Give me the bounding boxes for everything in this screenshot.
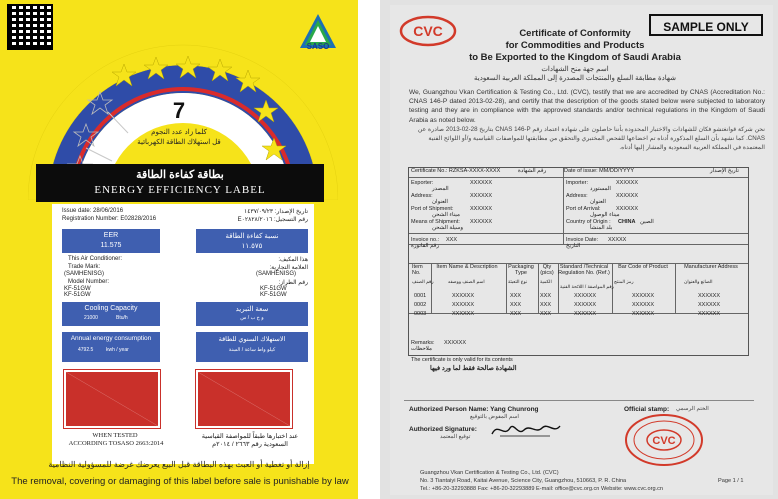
model-number-label-ar: رقم الطراز: — [278, 280, 308, 286]
validity-note: The certificate is only valid for its contents — [411, 357, 513, 363]
divider — [404, 400, 754, 401]
cooling-capacity-unit: Btu/h — [116, 315, 128, 321]
certificate-body-ar: نحن شركة قوانغتشو فكان للشهادات والاختبار المحدودة بأننا حاصلون على شهادة اعتماد رقم CNAS 146-P بتاريخ 28-02-2013 صادرة عن CNAS. كما نشهد بأن السلع المذكورة أدناه تم اخضاعها للفحص المختبري والتحقق من مطابقتها للمواصفات القياسية و/أو اللوائح الفنية المعتمدة في المملكة العربية السعودية والمشار إليها أدناه. — [417, 126, 765, 151]
cert-number-ar: رقم الشهادة — [518, 168, 547, 174]
brand-name: (SAMHENISG) — [64, 271, 105, 277]
table-cell: XXX — [510, 311, 522, 317]
sample-only-badge: SAMPLE ONLY — [649, 14, 763, 36]
port-arrival-value: XXXXXX — [616, 206, 639, 212]
invoice-value: XXX — [446, 237, 458, 243]
col-item-name-ar: اسم الصنف ووصفه — [448, 279, 485, 284]
table-cell: XXXXXX — [452, 311, 475, 317]
label-title-ar: بطاقة كفاءة الطاقة — [136, 169, 224, 181]
table-cell: XXXXXX — [698, 311, 721, 317]
address2-value: XXXXXX — [616, 193, 639, 199]
means-shipment-ar: وسيلة الشحن — [432, 225, 464, 231]
origin-label: Country of Origin : — [566, 219, 611, 225]
col-qty: Qty (pics) — [540, 264, 554, 276]
energy-consumption-unit: kwh / year — [106, 347, 129, 353]
address-label: Address: — [411, 193, 433, 199]
energy-consumption-unit-ar: كيلو واط ساعة / السنة — [228, 347, 276, 353]
cvc-logo-icon — [399, 15, 457, 47]
invoice-date-label: Invoice Date: — [566, 237, 599, 243]
table-cell: XXXXXX — [698, 293, 721, 299]
energy-consumption-box-ar — [196, 332, 308, 362]
origin-ar: بلد المنشأ — [590, 225, 613, 231]
certificate-title-ar-1: اسم جهة منح الشهادات — [541, 66, 609, 73]
tested-en-1: WHEN TESTED — [92, 432, 138, 439]
authorized-signature-label: Authorized Signature: — [409, 426, 477, 433]
brand-name-ar: (SAMHENISG) — [256, 271, 297, 277]
model-number-label: Model Number: — [68, 279, 110, 285]
importer-ar: المستورد — [590, 186, 611, 192]
port-shipment-ar: ميناء الشحن — [432, 212, 460, 218]
conditioner-label: This Air Conditioner: — [68, 256, 123, 262]
exporter-ar: المصدر — [432, 186, 449, 192]
col-barcode: Bar Code of Product — [618, 264, 668, 270]
table-cell: XXX — [540, 302, 552, 308]
col-qty-ar: الكمية — [540, 279, 552, 284]
invoice-label: Invoice no.: — [411, 237, 440, 243]
conditioner-label-ar: هذا المكيف: — [278, 257, 308, 263]
col-item-no: Item No. — [412, 264, 423, 276]
col-packaging: Packaging Type — [508, 264, 534, 276]
col-item-no-ar: رقم الصنف — [412, 279, 434, 284]
table-cell: XXX — [540, 311, 552, 317]
port-arrival-ar: ميناء الوصول — [590, 212, 620, 218]
col-standard: Standard /Technical Regulation No. (Ref.) — [558, 264, 610, 276]
table-cell: XXXXXX — [574, 302, 597, 308]
tested-en-2: ACCORDING TOSASO 2663:2014 — [68, 440, 164, 447]
table-cell: XXXXXX — [632, 302, 655, 308]
label-title-en: ENERGY EFFICIENCY LABEL — [94, 184, 266, 196]
cooling-capacity-label: Cooling Capacity — [84, 305, 138, 312]
registration-number-ar: رقم التسجيل: E٠٢٨٢٨/٢٠١٦ — [237, 217, 308, 223]
cooling-capacity-box-ar — [196, 302, 308, 326]
table-cell: XXXXXX — [452, 302, 475, 308]
energy-consumption-label: Annual energy consumption — [70, 335, 152, 342]
authorized-person-ar: اسم المفوض بالتوقيع — [470, 414, 519, 420]
model-2: KF-51GW — [64, 292, 91, 298]
invoice-date-value: XXXXX — [608, 237, 627, 243]
port-arrival-label: Port of Arrival: — [566, 206, 601, 212]
address-value: XXXXXX — [470, 193, 493, 199]
authorized-signature-ar: توقيع المعتمد — [440, 434, 471, 440]
table-cell: XXX — [510, 302, 522, 308]
remarks-label: Remarks: — [411, 340, 435, 346]
exporter-value: XXXXXX — [470, 180, 493, 186]
col-packaging-ar: نوع التعبئة — [508, 279, 528, 284]
certificate-title-3: to Be Exported to the Kingdom of Saudi Arabia — [469, 52, 681, 63]
importer-label: Importer: — [566, 180, 589, 186]
page-number: Page 1 / 1 — [718, 478, 744, 484]
saso-text: SASO — [306, 42, 330, 51]
star-count: 7 — [172, 98, 186, 123]
validity-note-ar: الشهادة صالحة فقط لما ورد فيها — [430, 365, 517, 372]
table-cell: XXXXXX — [632, 311, 655, 317]
certificate-body: We, Guangzhou Vkan Certification & Testing Co., Ltd. (CVC), testify that we are accredited by CNAS (Accreditation No.: CNAS 146-P dated 2013-02-28), and certify that the description of the goods stated below were subjected to laboratory testing and they are in compliance with the approved standards and/or technical regulations in the Kingdom of Saudi Arabia as noted below. — [409, 89, 765, 124]
remarks-value: XXXXXX — [444, 340, 467, 346]
footer-warning-en: The removal, covering or damaging of this label before sale is punishable by law — [11, 476, 349, 487]
footer-address: No. 3 Tiantaiyi Road, Kaitai Avenue, Science City, Guangzhou, 510663, P. R. China — [420, 478, 627, 484]
tested-ar-1: عند اختبارها طبقاً للمواصفة القياسية — [201, 433, 299, 440]
table-cell: XXXXXX — [574, 293, 597, 299]
footer-company: Guangzhou Vkan Certification & Testing Co., Ltd. (CVC) — [420, 470, 559, 476]
trade-mark-label-ar: العلامة التجارية: — [269, 265, 308, 271]
port-shipment-value: XXXXXX — [470, 206, 493, 212]
address-ar: العنوان — [432, 199, 448, 205]
issue-date: Issue date: 28/06/2016 — [62, 208, 124, 214]
origin-value-ar: الصين — [640, 219, 654, 225]
certificate-title-2: for Commodities and Products — [505, 40, 645, 51]
remarks-ar: ملاحظات — [411, 346, 432, 352]
stars-caption-ar-2: قل استهلاك الطاقة الكهربائية — [137, 139, 221, 146]
official-stamp-icon — [622, 412, 706, 468]
stars-caption-ar-1: كلما زاد عدد النجوم — [151, 129, 207, 136]
model-1-ar: KF-51GW — [260, 286, 287, 292]
cooling-capacity-box — [62, 302, 160, 326]
cert-date: Date of issue: MM/DD/YYYY — [564, 168, 634, 174]
means-shipment-label: Means of Shipment: — [411, 219, 460, 225]
cooling-capacity-value: 21000 — [84, 315, 98, 321]
table-cell: XXX — [540, 293, 552, 299]
invoice-date-ar: التاريخ — [566, 243, 581, 249]
footer-contacts: Tel.: +86-20-32293888 Fax: +86-20-32293889 E-mail: office@cvc.org.cn Website: www.cvc.org.cn — [420, 486, 664, 492]
red-placeholder-box-right — [196, 370, 292, 428]
address2-label: Address: — [566, 193, 588, 199]
energy-consumption-box — [62, 332, 160, 362]
table-cell: XXXXXX — [574, 311, 597, 317]
certificate-title-ar-2: شهادة مطابقة السلع والمنتجات المصدرة إلى المملكة العربية السعودية — [474, 75, 676, 82]
port-shipment-label: Port of Shipment: — [411, 206, 454, 212]
exporter-label: Exporter: — [411, 180, 434, 186]
eer-label-ar: نسبة كفاءة الطاقة — [225, 233, 279, 240]
table-cell: XXX — [510, 293, 522, 299]
col-manufacturer: Manufacturer Address — [684, 264, 738, 270]
address2-ar: العنوان — [590, 199, 606, 205]
means-shipment-value: XXXXXX — [470, 219, 493, 225]
cert-date-ar: تاريخ الإصدار — [710, 168, 739, 174]
model-2-ar: KF-51GW — [260, 292, 287, 298]
invoice-ar: رقم الفاتورة — [411, 243, 440, 249]
cert-number: Certificate No.: RZKSA-XXXX-XXXX — [411, 168, 501, 174]
signature-icon — [490, 420, 562, 440]
col-item-name: Item Name & Description — [436, 264, 498, 270]
model-1: KF-51GW — [64, 286, 91, 292]
official-stamp-label: Official stamp: — [624, 406, 670, 413]
col-barcode-ar: رمز المنتج — [614, 279, 634, 284]
importer-value: XXXXXX — [616, 180, 639, 186]
col-manufacturer-ar: الصانع والعنوان — [684, 279, 713, 284]
cvc-logo-text: CVC — [413, 23, 443, 39]
eer-box — [62, 229, 160, 253]
table-row: 0001 — [414, 293, 427, 299]
stamp-logo-text: CVC — [652, 435, 676, 447]
tested-ar-2: السعودية رقم ٢٦٦٣ / ٢٠١٤م — [212, 441, 288, 448]
official-stamp-ar: الختم الرسمي — [676, 406, 709, 412]
origin-value: CHINA — [618, 219, 636, 225]
cooling-capacity-label-ar: سعة التبريد — [235, 306, 269, 313]
registration-number: Registration Number: E02828/2016 — [62, 216, 157, 222]
certificate-title-1: Certificate of Conformity — [519, 28, 631, 39]
trade-mark-label: Trade Mark: — [68, 264, 101, 270]
table-cell: XXXXXX — [452, 293, 475, 299]
energy-consumption-value: 4792.5 — [78, 347, 94, 353]
footer-warning-ar: إزالة أو تغطية أو العبث بهذه البطاقة قبل البيع يعرضك غرضة للمسؤولية النظامية — [48, 460, 310, 469]
eer-value: 11.575 — [100, 242, 122, 249]
table-row: 0002 — [414, 302, 427, 308]
red-placeholder-box-left — [64, 370, 160, 428]
col-standard-ar: رقم المواصفة / اللائحة الفنية — [560, 284, 614, 289]
eer-box-ar — [196, 229, 308, 253]
table-cell: XXXXXX — [698, 302, 721, 308]
authorized-person: Authorized Person Name: Yang Chunrong — [409, 406, 539, 413]
eer-value-ar: ١١.٥٧٥ — [241, 243, 263, 250]
eer-label: EER — [103, 232, 119, 239]
table-cell: XXXXXX — [632, 293, 655, 299]
label-title-bar — [36, 164, 324, 202]
issue-date-ar: تاريخ الإصدار: ١٤٣٧/٠٩/٢٣ — [244, 209, 308, 215]
table-row: 0003 — [414, 311, 427, 317]
energy-consumption-label-ar: الاستهلاك السنوي للطاقة — [218, 336, 286, 343]
cooling-capacity-unit-ar: و ح ب / س — [240, 315, 264, 321]
